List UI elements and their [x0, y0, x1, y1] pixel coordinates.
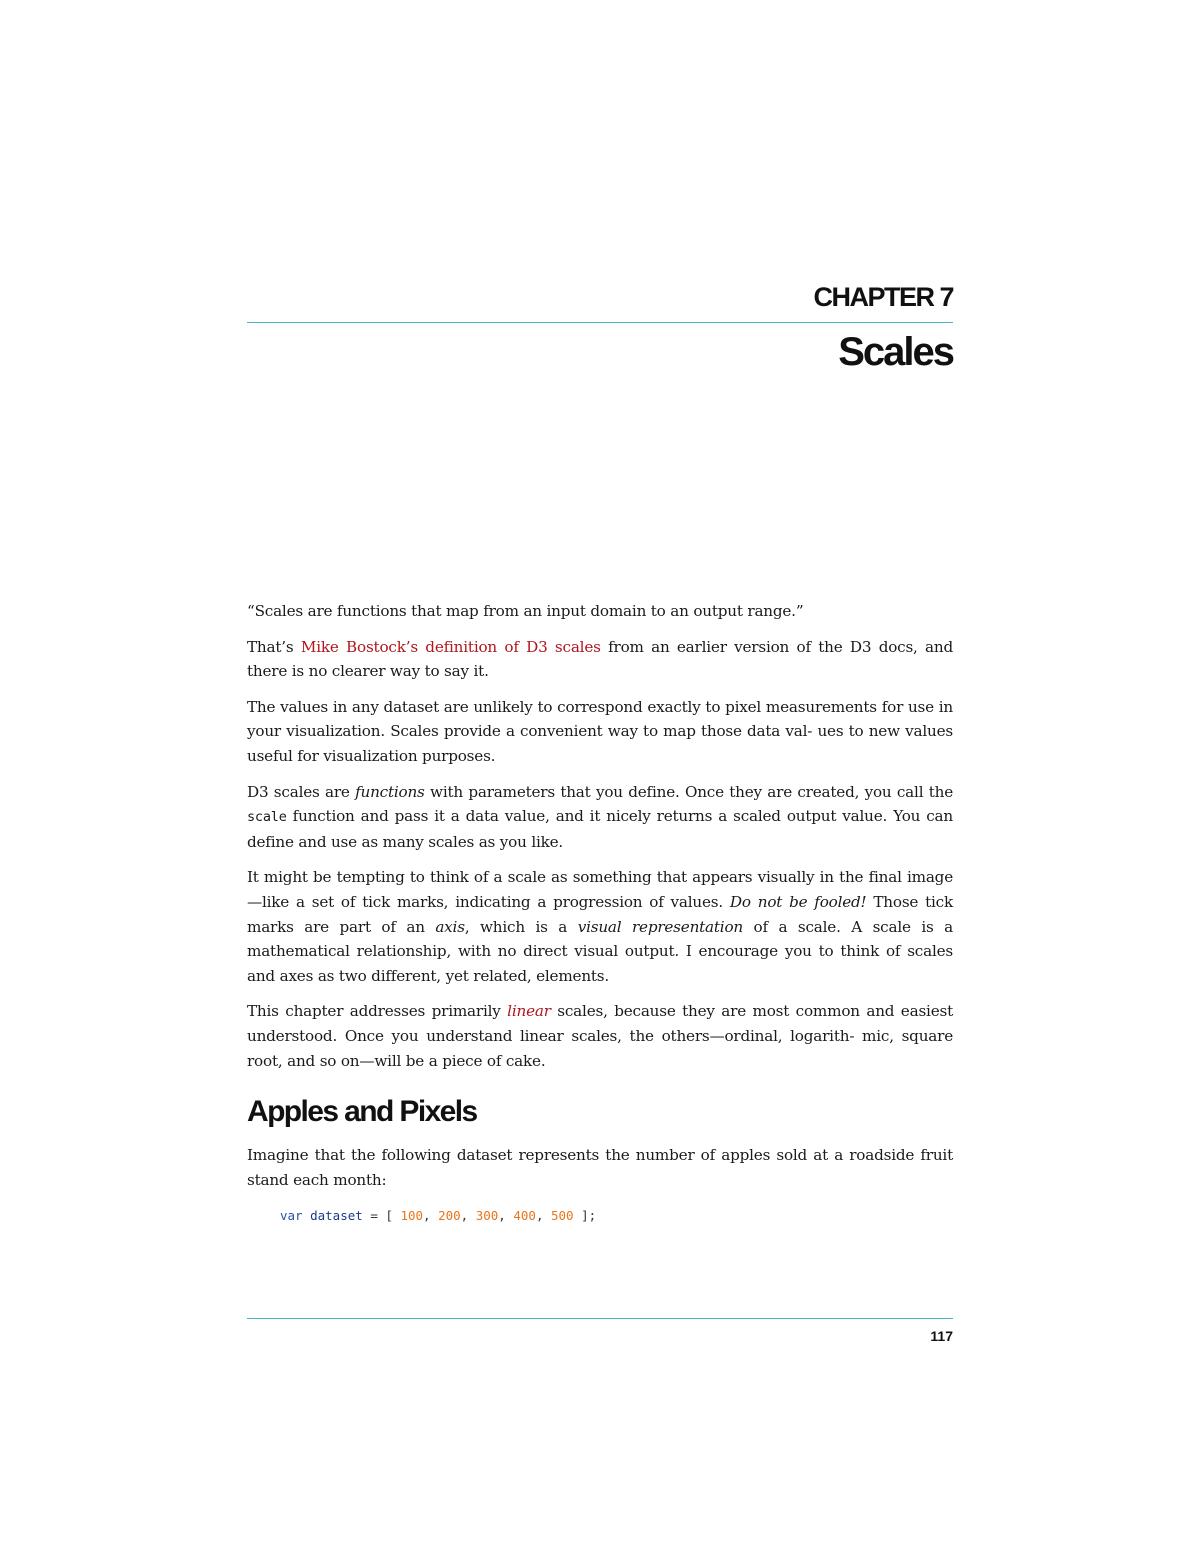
- inline-code-scale: scale: [247, 809, 287, 826]
- text-segment: D3 scales are: [247, 782, 356, 801]
- code-punct: ,: [460, 1208, 476, 1224]
- text-segment: from an earlier version of the D3 docs, and there is no clearer way to say it.: [247, 637, 954, 681]
- chapter-rule: [247, 322, 953, 323]
- code-punct: ];: [573, 1208, 597, 1224]
- emphasis-do-not-be-fooled: Do not be fooled!: [729, 892, 867, 911]
- text-segment: This chapter addresses primarily: [247, 1002, 508, 1021]
- paragraph-definition: [247, 635, 953, 684]
- code-number: 200: [438, 1208, 461, 1224]
- text-segment: , which is a: [464, 917, 578, 936]
- paragraph-axes: [247, 865, 953, 988]
- chapter-label: CHAPTER 7: [813, 282, 953, 312]
- code-punct: ,: [498, 1208, 514, 1224]
- code-identifier: dataset: [310, 1208, 363, 1224]
- code-number: 500: [551, 1208, 574, 1224]
- chapter-body: [247, 599, 953, 1223]
- text-segment: scales, because they are most common and easiest understood. Once you understand linear scales, the others—ordinal, logarith‐ mic, square root, and so on—will be a piece of cake.: [247, 1002, 953, 1070]
- paragraph-values: The values in any dataset are unlikely to correspond exactly to pixel measurements for use in your visualization. Scales provide a convenient way to map those data val‐ ues to new values useful for visualization purposes.: [247, 697, 953, 765]
- text-segment: It might be tempting to think of a scale as something that appears visually in the final image—like a set of tick marks, indicating a progression of values.: [247, 868, 953, 911]
- epigraph-quote: “Scales are functions that map from an input domain to an output range.”: [247, 602, 804, 620]
- emphasis-axis: axis: [435, 917, 465, 936]
- emphasis-visual-representation: visual representation: [577, 917, 743, 936]
- linear-scales-link[interactable]: linear: [507, 1002, 551, 1021]
- code-punct: ,: [535, 1208, 551, 1224]
- code-block-dataset: [280, 1208, 953, 1223]
- paragraph-functions: [247, 780, 953, 855]
- text-segment: function and pass it a data value, and it nicely returns a scaled output value. You can define and use as many scales as you like.: [247, 807, 953, 851]
- bostock-definition-link[interactable]: Mike Bostock’s definition of D3 scales: [300, 637, 601, 656]
- code-number: 400: [513, 1208, 536, 1224]
- emphasis-functions: functions: [355, 782, 425, 801]
- code-number: 300: [475, 1208, 499, 1224]
- footer-rule: [247, 1318, 953, 1319]
- book-page: [247, 0, 953, 1553]
- paragraph-apples: Imagine that the following dataset represents the number of apples sold at a roadside fruit stand each month:: [247, 1146, 953, 1189]
- text-segment: Those tick marks are part of an: [247, 892, 953, 936]
- code-punct: = [: [362, 1208, 401, 1224]
- code-punct: ,: [423, 1208, 439, 1224]
- section-heading: Apples and Pixels: [247, 1095, 477, 1129]
- chapter-title: Scales: [838, 330, 953, 374]
- text-segment: of a scale. A scale is a mathematical relationship, with no direct visual output. I encourage you to think of scales and axes as two different, yet related, elements.: [247, 917, 953, 985]
- text-segment: That’s: [247, 637, 301, 656]
- code-number: 100: [400, 1208, 424, 1224]
- text-segment: with parameters that you define. Once they are created, you call the: [424, 782, 953, 801]
- page-number: 117: [930, 1328, 953, 1344]
- paragraph-linear: [247, 999, 953, 1073]
- code-keyword: var: [280, 1208, 303, 1224]
